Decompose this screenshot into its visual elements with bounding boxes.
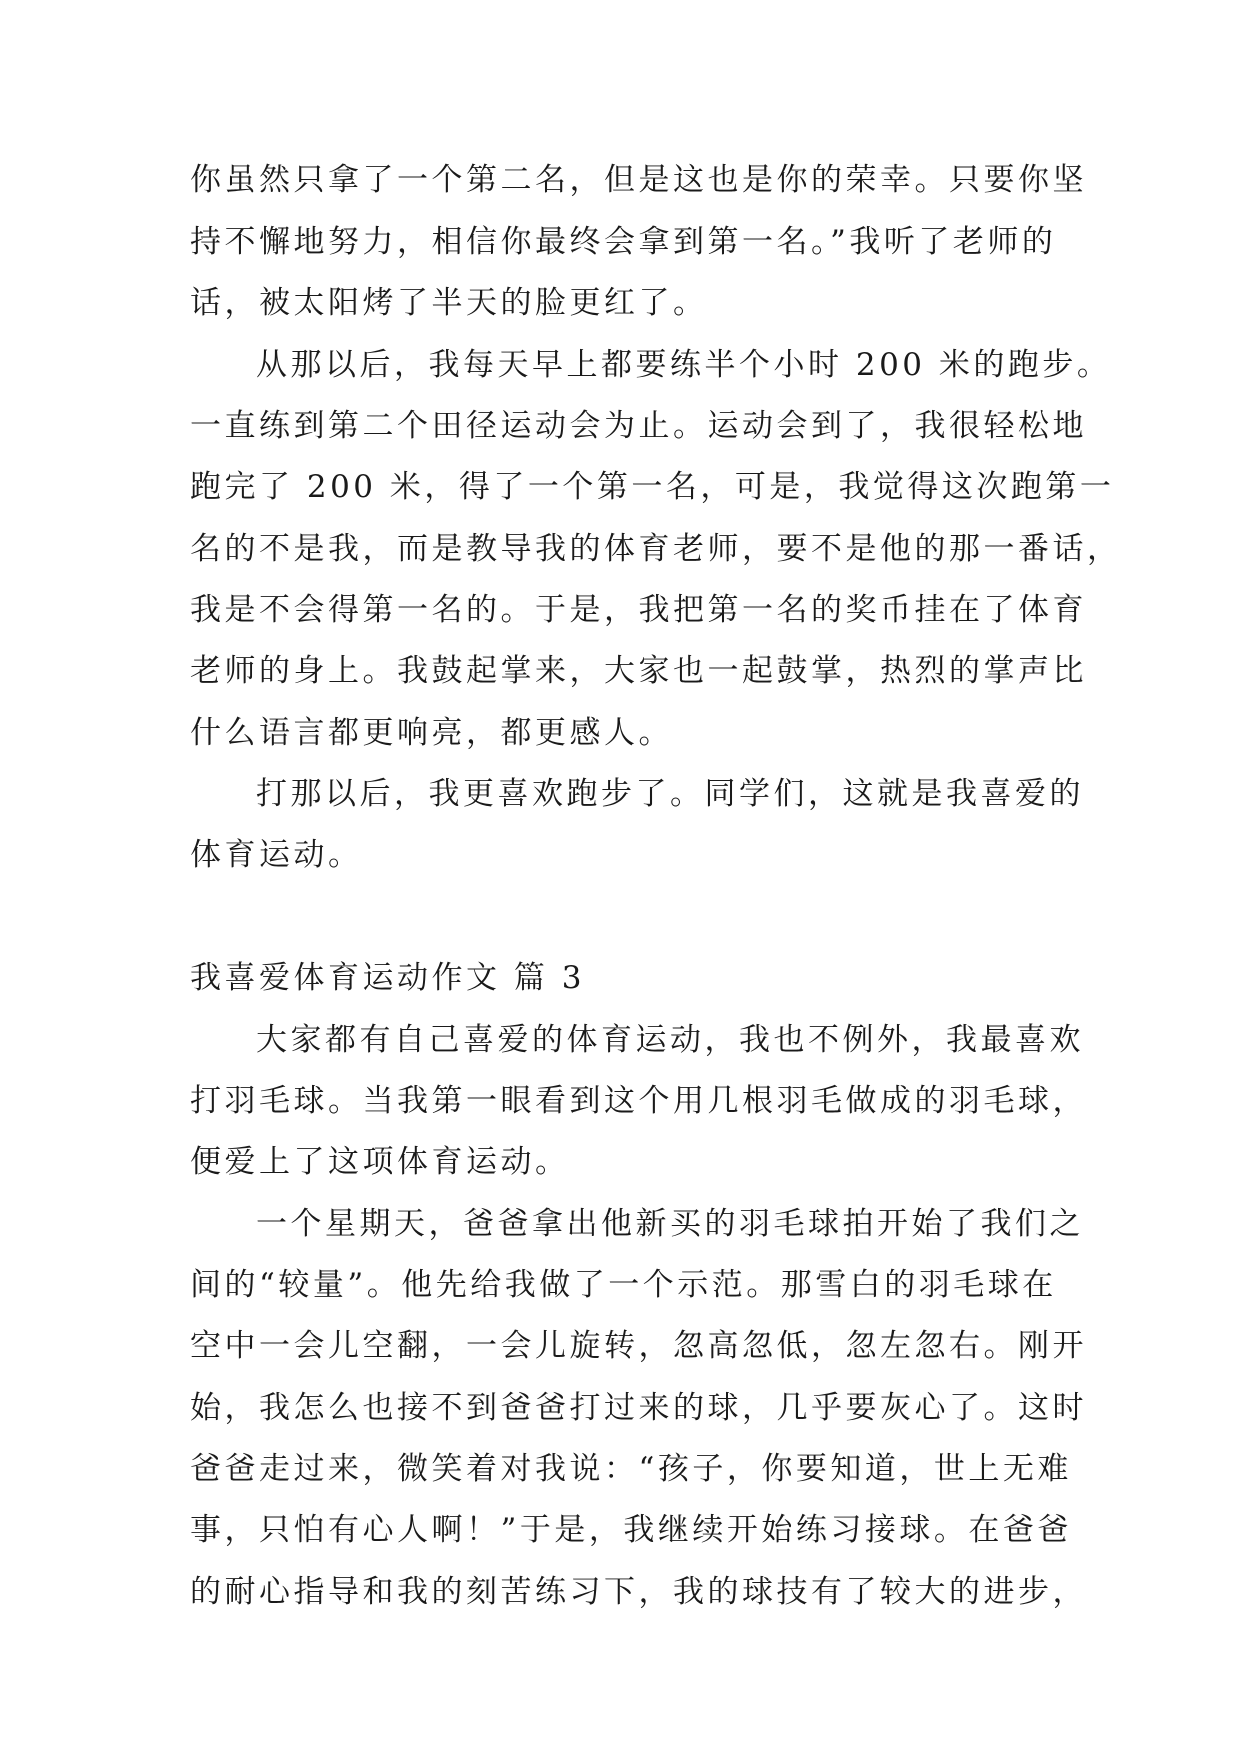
text-line: 空中一会儿空翻，一会儿旋转，忽高忽低，忽左忽右。刚开 bbox=[190, 1328, 1087, 1364]
text-line: 的耐心指导和我的刻苦练习下，我的球技有了较大的进步， bbox=[190, 1574, 1087, 1610]
text-line: 便爱上了这项体育运动。 bbox=[190, 1144, 570, 1180]
text-line: 打羽毛球。当我第一眼看到这个用几根羽毛做成的羽毛球， bbox=[190, 1083, 1087, 1119]
text-line: 爸爸走过来，微笑着对我说：“孩子，你要知道，世上无难 bbox=[190, 1451, 1072, 1487]
paragraph-first-line: 一个星期天，爸爸拿出他新买的羽毛球拍开始了我们之 bbox=[256, 1206, 1084, 1242]
text-line: 什么语言都更响亮，都更感人。 bbox=[190, 715, 673, 751]
text-line: 事，只怕有心人啊！”于是，我继续开始练习接球。在爸爸 bbox=[190, 1512, 1072, 1548]
paragraph-first-line: 打那以后，我更喜欢跑步了。同学们，这就是我喜爱的 bbox=[256, 776, 1084, 812]
paragraph-first-line: 从那以后，我每天早上都要练半个小时 200 米的跑步。 bbox=[256, 347, 1112, 383]
text-line: 始，我怎么也接不到爸爸打过来的球，几乎要灰心了。这时 bbox=[190, 1390, 1087, 1426]
text-line: 体育运动。 bbox=[190, 837, 363, 873]
text-line: 持不懈地努力，相信你最终会拿到第一名。”我听了老师的 bbox=[190, 224, 1057, 260]
section-heading: 我喜爱体育运动作文 篇 3 bbox=[190, 960, 585, 996]
text-line: 跑完了 200 米，得了一个第一名，可是，我觉得这次跑第一 bbox=[190, 469, 1115, 505]
paragraph-first-line: 大家都有自己喜爱的体育运动，我也不例外，我最喜欢 bbox=[256, 1022, 1084, 1058]
text-line: 我是不会得第一名的。于是，我把第一名的奖币挂在了体育 bbox=[190, 592, 1087, 628]
text-line: 间的“较量”。他先给我做了一个示范。那雪白的羽毛球在 bbox=[190, 1267, 1057, 1303]
text-line: 你虽然只拿了一个第二名，但是这也是你的荣幸。只要你坚 bbox=[190, 162, 1087, 198]
text-line: 名的不是我，而是教导我的体育老师，要不是他的那一番话， bbox=[190, 531, 1122, 567]
text-line: 一直练到第二个田径运动会为止。运动会到了，我很轻松地 bbox=[190, 408, 1087, 444]
text-line: 老师的身上。我鼓起掌来，大家也一起鼓掌，热烈的掌声比 bbox=[190, 653, 1087, 689]
text-line: 话，被太阳烤了半天的脸更红了。 bbox=[190, 285, 708, 321]
